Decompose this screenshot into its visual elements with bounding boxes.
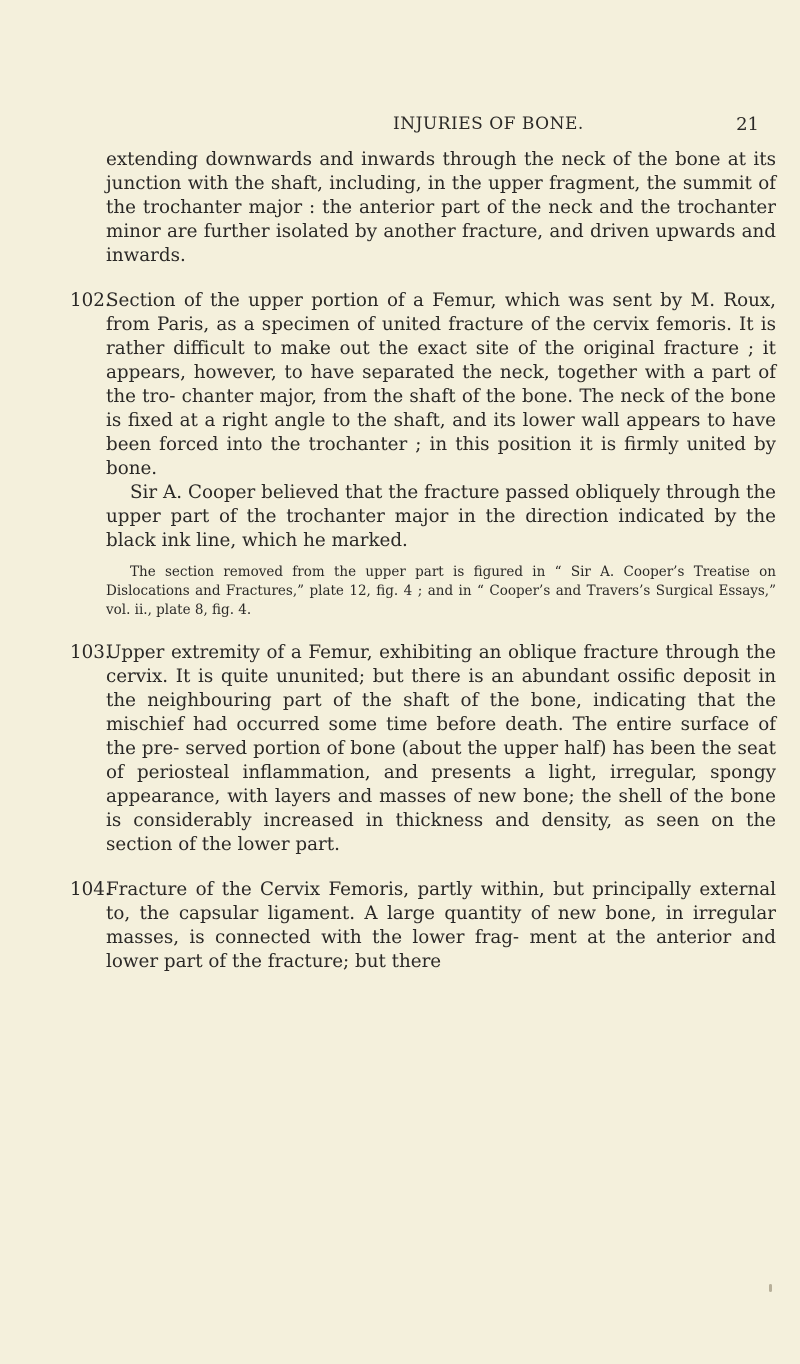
catalogue-entry-103 bbox=[70, 641, 776, 857]
entry-paragraph: Upper extremity of a Femur, exhibiting an oblique fracture through the cervix. It is quite ununited; but there is an abundant ossific deposit in the neighbouring part of the shaft of the bone, indicating that the mischief had occurred some time before death. The entire surface of the pre- served portion of bone (about the upper half) has been the seat of periosteal inflammation, and presents a light, irregular, spongy appearance, with layers and masses of new bone; the shell of the bone is considerably increased in thickness and density, as seen on the section of the lower part. bbox=[106, 642, 776, 855]
entry-number: 104. bbox=[70, 879, 111, 900]
page-header bbox=[255, 114, 765, 144]
running-head: INJURIES OF BONE. bbox=[393, 114, 584, 134]
catalogue-entry-104 bbox=[70, 878, 776, 974]
paper-blemish bbox=[769, 1284, 772, 1292]
entry-number: 102. bbox=[70, 290, 111, 311]
catalogue-entry-102 bbox=[70, 289, 776, 620]
entry-paragraph: Sir A. Cooper believed that the fracture passed obliquely through the upper part of the trochanter major in the direction indicated by the black ink line, which he marked. bbox=[106, 482, 776, 551]
entry-number: 103. bbox=[70, 642, 111, 663]
entry-footnote: The section removed from the upper part is figured in “ Sir A. Cooper’s Treatise on Dislocations and Fractures,” plate 12, fig. 4 ; and in “ Cooper’s and Travers’s Surgical Essays,” vol. ii., plate 8, fig. 4. bbox=[106, 564, 776, 618]
page-number: 21 bbox=[736, 114, 759, 135]
continuation-paragraph: extending downwards and inwards through the neck of the bone at its junction with the shaft, including, in the upper fragment, the summit of the trochanter major : the anterior part of the neck and the trochanter minor are further isolated by another fracture, and driven upwards and inwards. bbox=[106, 149, 776, 266]
entry-paragraph: Fracture of the Cervix Femoris, partly within, but principally external to, the capsular ligament. A large quantity of new bone, in irregular masses, is connected with the lower frag- ment at the anterior and lower part of the fracture; but there bbox=[106, 879, 776, 972]
body-text bbox=[70, 148, 776, 974]
entry-paragraph: Section of the upper portion of a Femur, which was sent by M. Roux, from Paris, as a specimen of united fracture of the cervix femoris. It is rather difficult to make out the exact site of the original fracture ; it appears, however, to have separated the neck, together with a part of the tro- chanter major, from the shaft of the bone. The neck of the bone is fixed at a right angle to the shaft, and its lower wall appears to have been forced into the trochanter ; in this position it is firmly united by bone. bbox=[106, 290, 776, 479]
